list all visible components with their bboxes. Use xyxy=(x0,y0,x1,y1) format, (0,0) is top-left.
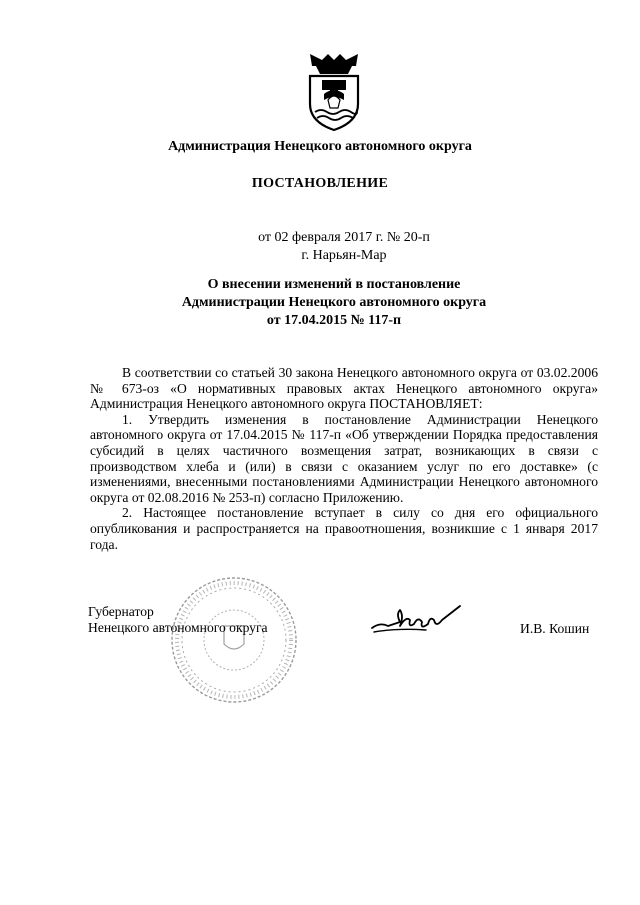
document-subject xyxy=(0,276,640,330)
intro-paragraph: В соответствии со статьей 30 закона Ненецкого автономного округа от 03.02.2006 № 673-оз «О нормативных правовых актах Ненецкого автономного округа» Администрация Ненецкого автономного округа ПОСТАНОВЛЯЕТ: xyxy=(90,365,598,412)
subject-line-2: Администрации Ненецкого автономного округа xyxy=(181,295,487,310)
document-body xyxy=(90,365,598,552)
organization-title: Администрация Ненецкого автономного округа xyxy=(168,139,472,154)
item-2-paragraph: 2. Настоящее постановление вступает в силу со дня его официального опубликования и распространяется на правоотношения, возникшие с 1 января 2017 года. xyxy=(90,505,598,552)
position-line-2: Ненецкого автономного округа xyxy=(88,620,268,635)
coat-of-arms-icon xyxy=(302,50,366,132)
position-line-1: Губернатор xyxy=(88,604,154,619)
subject-line-1: О внесении изменений в постановление xyxy=(207,277,461,292)
official-seal-stamp xyxy=(168,574,300,706)
signatory-name: И.В. Кошин xyxy=(520,621,590,636)
date-number: от 02 февраля 2017 г. № 20-п xyxy=(258,230,430,245)
item-1-paragraph: 1. Утвердить изменения в постановление Администрации Ненецкого автономного округа от 17.04.2015 № 117-п «Об утверждении Порядка предоставления субсидий в целях частичного возмещения затрат, возникающих в связи с производством хлеба и (или) в связи с оказанием услуг по его доставке» (с изменениями, внесенными постановлениями Администрации Ненецкого автономного округа от 02.08.2016 № 253-п) согласно Приложению. xyxy=(90,411,598,505)
document-meta xyxy=(0,229,640,265)
place: г. Нарьян-Мар xyxy=(301,248,387,263)
document-type: ПОСТАНОВЛЕНИЕ xyxy=(251,176,389,191)
signatory-position xyxy=(88,604,268,636)
subject-line-3: от 17.04.2015 № 117-п xyxy=(266,313,402,328)
signature-icon xyxy=(370,602,466,642)
